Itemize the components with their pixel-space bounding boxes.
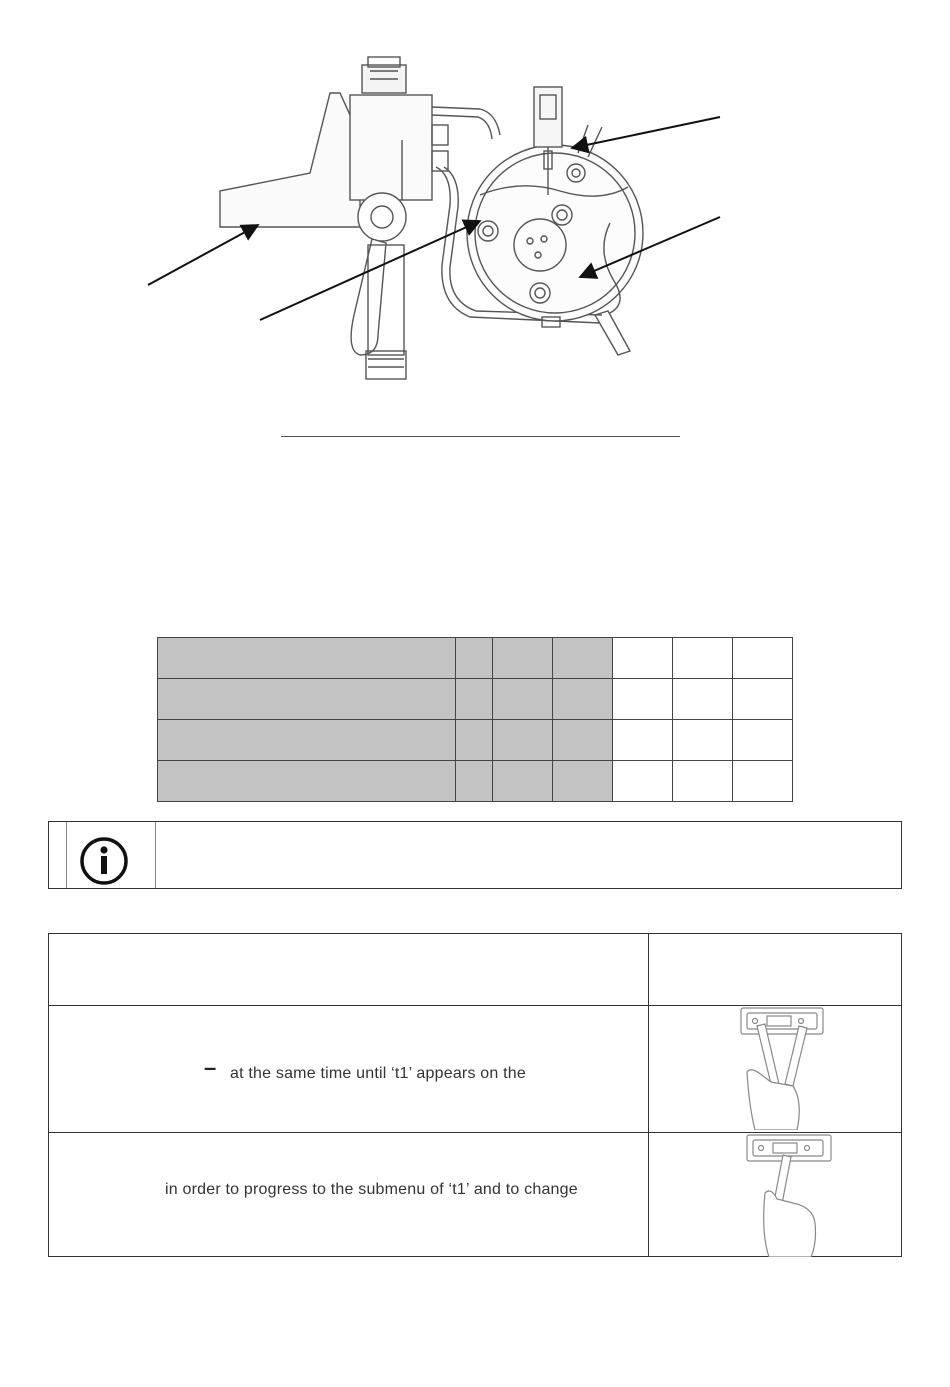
specification-table [157, 637, 793, 802]
column-divider [648, 934, 649, 1256]
table-cell [493, 638, 553, 679]
info-icon [67, 822, 155, 888]
info-note-box [48, 821, 902, 889]
table-cell [553, 638, 613, 679]
table-cell [613, 679, 673, 720]
table-row [158, 761, 793, 802]
table-cell [456, 720, 493, 761]
table-cell [553, 761, 613, 802]
table-cell [733, 679, 793, 720]
minus-key-symbol: – [204, 1055, 217, 1080]
table-row [158, 638, 793, 679]
pump-assembly-drawing [140, 55, 740, 395]
table-cell [673, 638, 733, 679]
table-row [158, 720, 793, 761]
table-cell [456, 638, 493, 679]
table-cell [493, 761, 553, 802]
table-cell [733, 638, 793, 679]
table-cell [733, 761, 793, 802]
callout-arrow-top-fitting [572, 117, 720, 148]
table-cell [673, 761, 733, 802]
table-cell [158, 679, 456, 720]
callout-arrow-housing [148, 225, 258, 285]
table-cell [613, 720, 673, 761]
table-cell [158, 638, 456, 679]
table-cell [158, 720, 456, 761]
table-cell [553, 679, 613, 720]
table-cell [733, 720, 793, 761]
table-row [158, 679, 793, 720]
table-cell [456, 679, 493, 720]
two-finger-press-icon [737, 1006, 827, 1130]
table-cell [613, 761, 673, 802]
table-cell [456, 761, 493, 802]
table-cell [493, 679, 553, 720]
caption-underline [281, 436, 680, 437]
table-cell [673, 720, 733, 761]
table-cell [158, 761, 456, 802]
one-finger-press-icon [743, 1133, 833, 1257]
table-cell [553, 720, 613, 761]
step-1-text: at the same time until ‘t1’ appears on the [230, 1065, 526, 1082]
table-cell [493, 720, 553, 761]
table-cell [613, 638, 673, 679]
table-cell [673, 679, 733, 720]
instruction-steps-table [48, 933, 902, 1257]
step-2-text: in order to progress to the submenu of ‘t1’ and to change [165, 1181, 578, 1198]
info-icon-cell [66, 822, 156, 888]
